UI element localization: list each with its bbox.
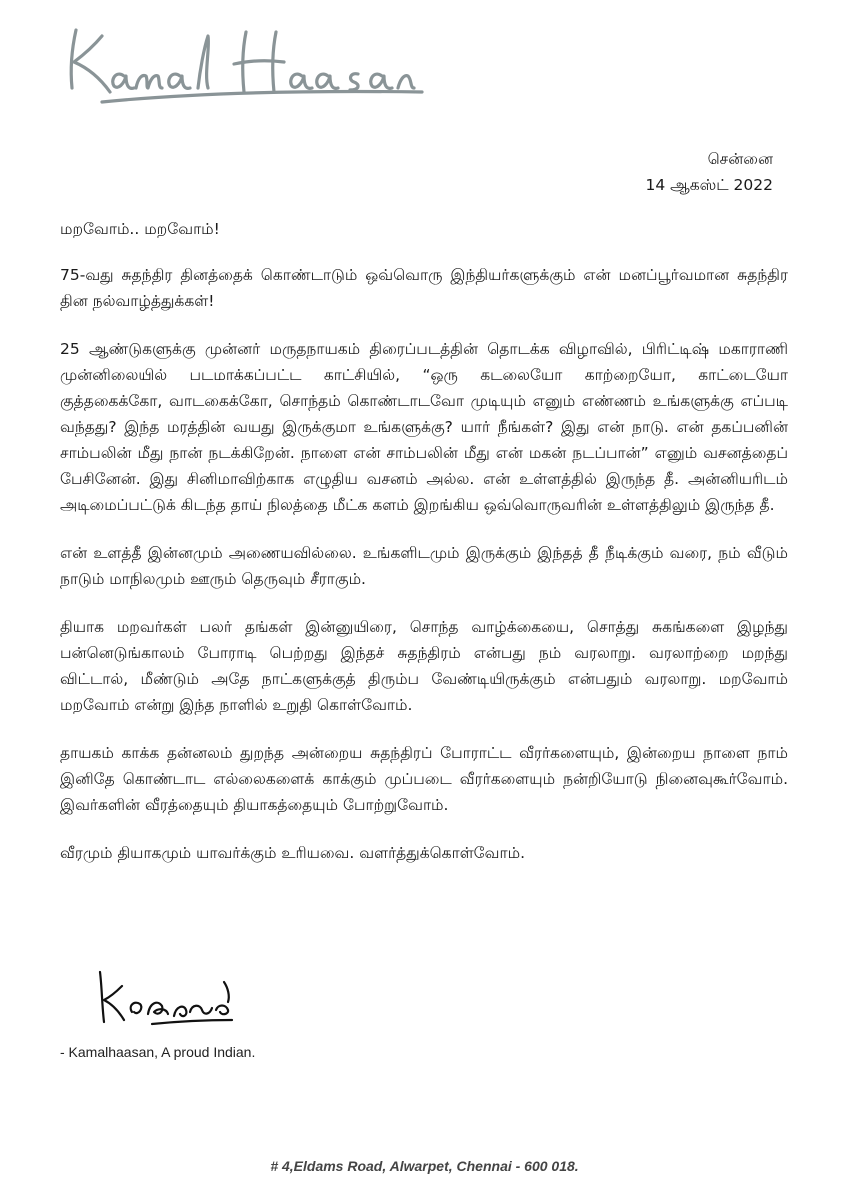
- paragraph-1: 75-வது சுதந்திர தினத்தைக் கொண்டாடும் ஒவ்வொரு இந்தியர்களுக்கும் என் மனப்பூர்வமான சுதந்திர தின நல்வாழ்த்துக்கள்!: [60, 266, 788, 310]
- place-date-block: [645, 146, 773, 198]
- salutation: மறவோம்.. மறவோம்!: [60, 220, 220, 238]
- signature-byline: - Kamalhaasan, A proud Indian.: [60, 1044, 256, 1060]
- footer-address: # 4,Eldams Road, Alwarpet, Chennai - 600 018.: [270, 1158, 579, 1174]
- paragraph-3: என் உளத்தீ இன்னமும் அணையவில்லை. உங்களிடமும் இருக்கும் இந்தத் தீ நீடிக்கும் வரை, நம் வீடும் நாடும் மாநிலமும் ஊரும் தெருவும் சீராகும்.: [60, 544, 788, 588]
- handwritten-signature: [92, 962, 252, 1032]
- letterhead-logo: [62, 18, 482, 113]
- paragraph-5: தாயகம் காக்க தன்னலம் துறந்த அன்றைய சுதந்திரப் போராட்ட வீரர்களையும், இன்றைய நாளை நாம் இனிதே கொண்டாட எல்லைகளைக் காக்கும் முப்படை வீரர்களையும் நன்றியோடு நினைவுகூர்வோம். இவர்களின் வீரத்தையும் தியாகத்தையும் போற்றுவோம்.: [60, 744, 788, 814]
- paragraph-2: 25 ஆண்டுகளுக்கு முன்னர் மருதநாயகம் திரைப்படத்தின் தொடக்க விழாவில், பிரிட்டிஷ் மகாராணி முன்னிலையில் படமாக்கப்பட்ட காட்சியில், “ஒரு கடலையோ காற்றையோ, காட்டையோ குத்தகைக்கோ, வாடகைக்கோ, சொந்தம் கொண்டாடவோ முடியும் எனும் எண்ணம் உங்களுக்கு எப்படி வந்தது? இந்த மரத்தின் வயது இருக்குமா உங்களுக்கு? யார் நீங்கள்? இது என் நாடு. என் தகப்பனின் சாம்பலின் மீது நான் நடக்கிறேன். நாளை என் சாம்பலின் மீது என் மகன் நடப்பான்” எனும் வசனத்தைப் பேசினேன். இது சினிமாவிற்காக எழுதிய வசனம் அல்ல. என் உள்ளத்தில் இருந்த தீ. அன்னியரிடம் அடிமைப்பட்டுக் கிடந்த தாய் நிலத்தை மீட்க களம் இறங்கிய ஒவ்வொருவரின் உள்ளத்திலும் இருந்த தீ.: [60, 340, 788, 514]
- paragraph-4: தியாக மறவர்கள் பலர் தங்கள் இன்னுயிரை, சொந்த வாழ்க்கையை, சொத்து சுகங்களை இழந்து பன்னெடுங்காலம் போராடி பெற்றது இந்தச் சுதந்திரம் என்பது நம் வரலாறு. வரலாற்றை மறந்து விட்டால், மீண்டும் அதே நாட்களுக்குத் திரும்ப வேண்டியிருக்கும் என்பதும் வரலாறு. மறவோம் மறவோம் என்று இந்த நாளில் உறுதி கொள்வோம்.: [60, 618, 788, 714]
- kamal-haasan-script-logo: [62, 18, 482, 113]
- place: சென்னை: [707, 150, 773, 168]
- signature-image: [92, 962, 252, 1032]
- letter-body: [60, 216, 788, 888]
- paragraph-6: வீரமும் தியாகமும் யாவர்க்கும் உரியவை. வளர்த்துக்கொள்வோம்.: [60, 844, 526, 862]
- date: 14 ஆகஸ்ட் 2022: [645, 176, 773, 194]
